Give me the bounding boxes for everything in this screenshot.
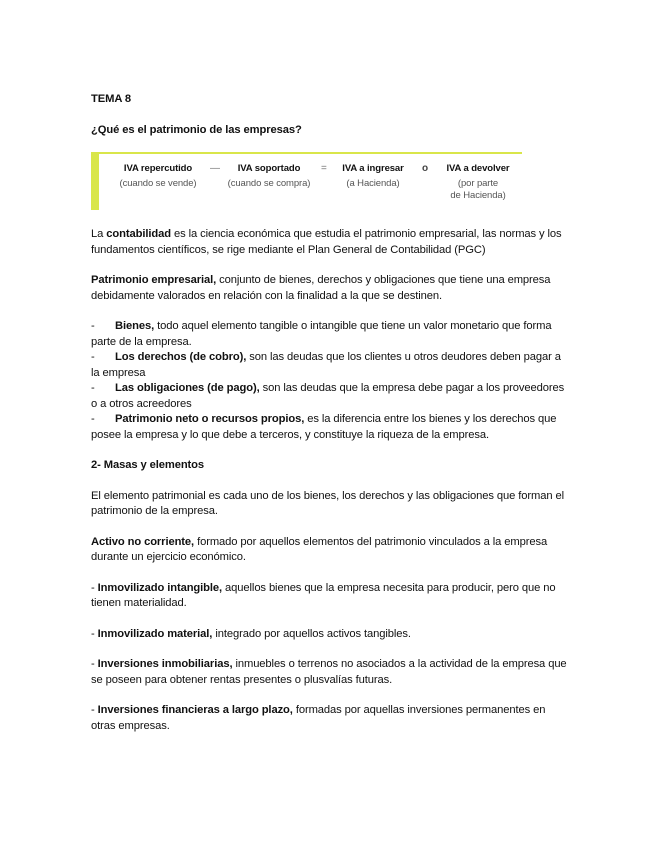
document-content bbox=[91, 92, 571, 749]
iva-soportado-label: IVA soportado bbox=[237, 163, 301, 174]
list-item-term: Bienes, bbox=[115, 320, 155, 332]
iva-repercutido bbox=[117, 163, 199, 190]
inmovilizado-material-definition: integrado por aquellos activos tangibles. bbox=[212, 627, 411, 640]
inmovilizado-intangible-paragraph bbox=[91, 581, 571, 612]
page-title: TEMA 8 bbox=[91, 93, 132, 105]
section-heading: 2- Masas y elementos bbox=[91, 459, 205, 471]
iva-a-ingresar bbox=[337, 163, 409, 190]
item-dash: - bbox=[91, 581, 98, 594]
inmovilizado-material-term: Inmovilizado material, bbox=[97, 627, 213, 640]
list-dash: - bbox=[91, 413, 95, 425]
inversiones-inmobiliarias-term: Inversiones inmobiliarias, bbox=[97, 658, 233, 670]
question-heading: ¿Qué es el patrimonio de las empresas? bbox=[91, 123, 302, 136]
minus-operator: — bbox=[210, 163, 220, 174]
inversiones-financieras-definition: formadas por aquellas inversiones permanentes en otras empresas. bbox=[91, 704, 546, 732]
list-item bbox=[91, 381, 571, 412]
iva-a-devolver-note-2: de Hacienda) bbox=[450, 190, 506, 201]
iva-a-devolver-label: IVA a devolver bbox=[446, 163, 510, 174]
contabilidad-paragraph bbox=[91, 227, 571, 258]
patrimonio-paragraph bbox=[91, 273, 571, 304]
iva-a-ingresar-label: IVA a ingresar bbox=[342, 163, 404, 174]
list-item bbox=[91, 319, 571, 350]
list-item-term: Los derechos (de cobro), bbox=[115, 351, 247, 363]
patrimonio-components-list bbox=[91, 319, 571, 443]
inversiones-financieras-paragraph bbox=[91, 703, 571, 734]
iva-a-devolver bbox=[440, 163, 516, 202]
iva-a-devolver-note-1: (por parte bbox=[457, 178, 499, 189]
list-dash: - bbox=[91, 320, 95, 332]
iva-soportado-note: (cuando se compra) bbox=[227, 178, 311, 189]
list-dash: - bbox=[91, 351, 95, 363]
activo-no-corriente-paragraph bbox=[91, 535, 571, 566]
inversiones-financieras-term: Inversiones financieras a largo plazo, bbox=[97, 704, 293, 716]
list-item-term: Patrimonio neto o recursos propios, bbox=[115, 413, 305, 425]
item-dash: - bbox=[91, 704, 98, 716]
item-dash: - bbox=[91, 658, 98, 670]
iva-repercutido-label: IVA repercutido bbox=[123, 163, 193, 174]
contabilidad-term: contabilidad bbox=[106, 228, 171, 240]
item-dash: - bbox=[91, 627, 98, 640]
iva-repercutido-note: (cuando se vende) bbox=[119, 178, 197, 189]
list-dash: - bbox=[91, 382, 95, 394]
list-item-text: son las deudas que los clientes u otros deudores deben pagar a la empresa bbox=[91, 351, 561, 379]
contabilidad-lead: La bbox=[91, 228, 107, 240]
or-operator: o bbox=[422, 163, 429, 174]
inversiones-inmobiliarias-definition: inmuebles o terrenos no asociados a la actividad de la empresa que se poseen para obtener rentas presentes o plusvalías futuras. bbox=[91, 658, 567, 686]
inmovilizado-intangible-term: Inmovilizado intangible, bbox=[97, 581, 223, 594]
list-item-text: es la diferencia entre los bienes y los derechos que posee la empresa y lo que debe a terceros, y constituye la riqueza de la empresa. bbox=[91, 413, 557, 441]
inversiones-inmobiliarias-paragraph bbox=[91, 657, 571, 688]
inmovilizado-intangible-definition: aquellos bienes que la empresa necesita para producir, pero que no tienen materialidad. bbox=[91, 581, 556, 609]
list-item-text: son las deudas que la empresa debe pagar a los proveedores o a otros acreedores bbox=[91, 382, 565, 410]
list-item bbox=[91, 350, 571, 381]
list-item bbox=[91, 412, 571, 443]
elemento-patrimonial-paragraph: El elemento patrimonial es cada uno de los bienes, los derechos y las obligaciones que forman el patrimonio de la empresa. bbox=[91, 489, 564, 517]
list-item-term: Las obligaciones (de pago), bbox=[115, 382, 260, 394]
iva-formula-figure bbox=[91, 152, 522, 210]
activo-no-corriente-term: Activo no corriente, bbox=[91, 535, 195, 548]
contabilidad-definition: es la ciencia económica que estudia el patrimonio empresarial, las normas y los fundamentos científicos, se rige mediante el Plan General de Contabilidad (PGC) bbox=[91, 228, 562, 256]
iva-a-ingresar-note: (a Hacienda) bbox=[346, 178, 400, 189]
patrimonio-definition: conjunto de bienes, derechos y obligaciones que tiene una empresa debidamente valorados en relación con la finalidad a la que se destinen. bbox=[91, 274, 551, 302]
equals-operator: = bbox=[321, 163, 327, 174]
patrimonio-term: Patrimonio empresarial, bbox=[91, 274, 217, 286]
iva-soportado bbox=[226, 163, 312, 190]
list-item-text: todo aquel elemento tangible o intangible que tiene un valor monetario que forma parte de la empresa. bbox=[91, 320, 552, 348]
inmovilizado-material-paragraph bbox=[91, 627, 571, 643]
activo-no-corriente-definition: formado por aquellos elementos del patrimonio vinculados a la empresa durante un ejercicio económico. bbox=[91, 535, 548, 563]
